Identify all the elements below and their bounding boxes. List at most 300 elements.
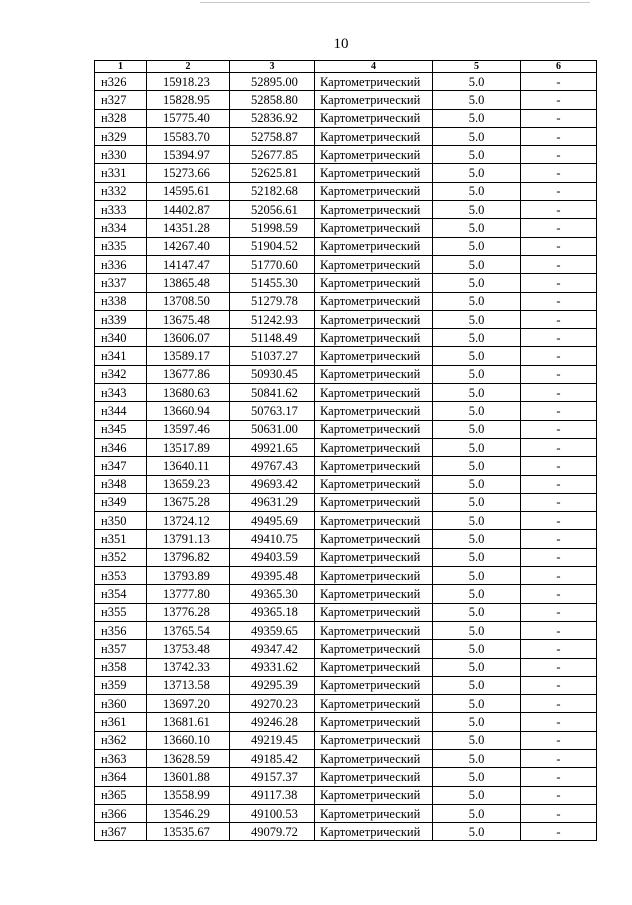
note-cell: -: [521, 475, 597, 493]
x-coordinate-cell: 13597.46: [147, 420, 230, 438]
y-coordinate-cell: 49219.45: [230, 731, 315, 749]
accuracy-cell: 5.0: [433, 676, 521, 694]
note-cell: -: [521, 676, 597, 694]
note-cell: -: [521, 347, 597, 365]
point-number-cell: н352: [95, 548, 147, 566]
table-row: [95, 567, 597, 585]
method-cell: Картометрический: [315, 402, 433, 420]
method-cell: Картометрический: [315, 164, 433, 182]
accuracy-cell: 5.0: [433, 548, 521, 566]
note-cell: -: [521, 91, 597, 109]
accuracy-cell: 5.0: [433, 731, 521, 749]
table-row: [95, 713, 597, 731]
accuracy-cell: 5.0: [433, 201, 521, 219]
table-row: [95, 109, 597, 127]
y-coordinate-cell: 49100.53: [230, 804, 315, 822]
note-cell: -: [521, 402, 597, 420]
note-cell: -: [521, 182, 597, 200]
x-coordinate-cell: 13628.59: [147, 749, 230, 767]
x-coordinate-cell: 13601.88: [147, 768, 230, 786]
table-row: [95, 438, 597, 456]
accuracy-cell: 5.0: [433, 164, 521, 182]
accuracy-cell: 5.0: [433, 402, 521, 420]
method-cell: Картометрический: [315, 640, 433, 658]
x-coordinate-cell: 13517.89: [147, 438, 230, 456]
x-coordinate-cell: 14267.40: [147, 237, 230, 255]
method-cell: Картометрический: [315, 786, 433, 804]
accuracy-cell: 5.0: [433, 768, 521, 786]
point-number-cell: н347: [95, 457, 147, 475]
table-row: [95, 621, 597, 639]
method-cell: Картометрический: [315, 420, 433, 438]
point-number-cell: н359: [95, 676, 147, 694]
note-cell: -: [521, 512, 597, 530]
x-coordinate-cell: 13659.23: [147, 475, 230, 493]
note-cell: -: [521, 457, 597, 475]
table-row: [95, 530, 597, 548]
point-number-cell: н355: [95, 603, 147, 621]
method-cell: Картометрический: [315, 438, 433, 456]
table-row: [95, 402, 597, 420]
table-row: [95, 695, 597, 713]
y-coordinate-cell: 49270.23: [230, 695, 315, 713]
point-number-cell: н356: [95, 621, 147, 639]
table-row: [95, 164, 597, 182]
table-row: [95, 493, 597, 511]
y-coordinate-cell: 51242.93: [230, 310, 315, 328]
note-cell: -: [521, 768, 597, 786]
point-number-cell: н332: [95, 182, 147, 200]
table-row: [95, 585, 597, 603]
x-coordinate-cell: 13713.58: [147, 676, 230, 694]
table-row: [95, 804, 597, 822]
y-coordinate-cell: 49921.65: [230, 438, 315, 456]
point-number-cell: н327: [95, 91, 147, 109]
accuracy-cell: 5.0: [433, 365, 521, 383]
method-cell: Картометрический: [315, 585, 433, 603]
table-row: [95, 512, 597, 530]
method-cell: Картометрический: [315, 292, 433, 310]
note-cell: -: [521, 146, 597, 164]
table-row: [95, 127, 597, 145]
method-cell: Картометрический: [315, 475, 433, 493]
method-cell: Картометрический: [315, 201, 433, 219]
point-number-cell: н354: [95, 585, 147, 603]
y-coordinate-cell: 49631.29: [230, 493, 315, 511]
accuracy-cell: 5.0: [433, 585, 521, 603]
accuracy-cell: 5.0: [433, 640, 521, 658]
accuracy-cell: 5.0: [433, 457, 521, 475]
method-cell: Картометрический: [315, 493, 433, 511]
column-header-4: 4: [315, 61, 433, 73]
accuracy-cell: 5.0: [433, 475, 521, 493]
x-coordinate-cell: 15775.40: [147, 109, 230, 127]
note-cell: -: [521, 329, 597, 347]
table-row: [95, 73, 597, 91]
y-coordinate-cell: 51148.49: [230, 329, 315, 347]
accuracy-cell: 5.0: [433, 182, 521, 200]
point-number-cell: н344: [95, 402, 147, 420]
x-coordinate-cell: 13742.33: [147, 658, 230, 676]
x-coordinate-cell: 13660.94: [147, 402, 230, 420]
note-cell: -: [521, 786, 597, 804]
coordinates-table: [94, 60, 597, 841]
y-coordinate-cell: 51904.52: [230, 237, 315, 255]
point-number-cell: н342: [95, 365, 147, 383]
x-coordinate-cell: 13681.61: [147, 713, 230, 731]
note-cell: -: [521, 804, 597, 822]
method-cell: Картометрический: [315, 329, 433, 347]
x-coordinate-cell: 13777.80: [147, 585, 230, 603]
y-coordinate-cell: 51279.78: [230, 292, 315, 310]
y-coordinate-cell: 51037.27: [230, 347, 315, 365]
point-number-cell: н333: [95, 201, 147, 219]
point-number-cell: н348: [95, 475, 147, 493]
method-cell: Картометрический: [315, 695, 433, 713]
scan-edge-line: [200, 2, 590, 3]
note-cell: -: [521, 438, 597, 456]
note-cell: -: [521, 109, 597, 127]
point-number-cell: н350: [95, 512, 147, 530]
point-number-cell: н336: [95, 255, 147, 273]
point-number-cell: н360: [95, 695, 147, 713]
method-cell: Картометрический: [315, 347, 433, 365]
x-coordinate-cell: 15583.70: [147, 127, 230, 145]
method-cell: Картометрический: [315, 603, 433, 621]
method-cell: Картометрический: [315, 768, 433, 786]
note-cell: -: [521, 310, 597, 328]
point-number-cell: н365: [95, 786, 147, 804]
table-row: [95, 420, 597, 438]
x-coordinate-cell: 13660.10: [147, 731, 230, 749]
method-cell: Картометрический: [315, 219, 433, 237]
method-cell: Картометрический: [315, 804, 433, 822]
method-cell: Картометрический: [315, 567, 433, 585]
accuracy-cell: 5.0: [433, 347, 521, 365]
accuracy-cell: 5.0: [433, 420, 521, 438]
y-coordinate-cell: 51770.60: [230, 255, 315, 273]
table-row: [95, 640, 597, 658]
method-cell: Картометрический: [315, 182, 433, 200]
table-row: [95, 786, 597, 804]
y-coordinate-cell: 49359.65: [230, 621, 315, 639]
point-number-cell: н330: [95, 146, 147, 164]
table-row: [95, 676, 597, 694]
x-coordinate-cell: 14147.47: [147, 255, 230, 273]
table-row: [95, 731, 597, 749]
page-number: 10: [333, 36, 349, 52]
y-coordinate-cell: 49079.72: [230, 823, 315, 841]
y-coordinate-cell: 52895.00: [230, 73, 315, 91]
note-cell: -: [521, 274, 597, 292]
accuracy-cell: 5.0: [433, 603, 521, 621]
y-coordinate-cell: 49117.38: [230, 786, 315, 804]
point-number-cell: н326: [95, 73, 147, 91]
accuracy-cell: 5.0: [433, 274, 521, 292]
table-row: [95, 91, 597, 109]
note-cell: -: [521, 365, 597, 383]
method-cell: Картометрический: [315, 237, 433, 255]
y-coordinate-cell: 50841.62: [230, 384, 315, 402]
note-cell: -: [521, 658, 597, 676]
accuracy-cell: 5.0: [433, 384, 521, 402]
accuracy-cell: 5.0: [433, 749, 521, 767]
note-cell: -: [521, 164, 597, 182]
table-row: [95, 219, 597, 237]
note-cell: -: [521, 237, 597, 255]
y-coordinate-cell: 51998.59: [230, 219, 315, 237]
y-coordinate-cell: 49403.59: [230, 548, 315, 566]
table-row: [95, 255, 597, 273]
accuracy-cell: 5.0: [433, 219, 521, 237]
y-coordinate-cell: 52056.61: [230, 201, 315, 219]
accuracy-cell: 5.0: [433, 329, 521, 347]
table-row: [95, 768, 597, 786]
point-number-cell: н361: [95, 713, 147, 731]
method-cell: Картометрический: [315, 621, 433, 639]
method-cell: Картометрический: [315, 457, 433, 475]
point-number-cell: н338: [95, 292, 147, 310]
x-coordinate-cell: 13606.07: [147, 329, 230, 347]
table-row: [95, 274, 597, 292]
note-cell: -: [521, 749, 597, 767]
y-coordinate-cell: 50763.17: [230, 402, 315, 420]
table-header-row: [95, 61, 597, 73]
note-cell: -: [521, 219, 597, 237]
x-coordinate-cell: 15273.66: [147, 164, 230, 182]
y-coordinate-cell: 50631.00: [230, 420, 315, 438]
note-cell: -: [521, 603, 597, 621]
accuracy-cell: 5.0: [433, 786, 521, 804]
table-row: [95, 310, 597, 328]
note-cell: -: [521, 201, 597, 219]
note-cell: -: [521, 384, 597, 402]
y-coordinate-cell: 52182.68: [230, 182, 315, 200]
table-row: [95, 347, 597, 365]
x-coordinate-cell: 13765.54: [147, 621, 230, 639]
x-coordinate-cell: 13865.48: [147, 274, 230, 292]
note-cell: -: [521, 621, 597, 639]
point-number-cell: н328: [95, 109, 147, 127]
table-row: [95, 182, 597, 200]
accuracy-cell: 5.0: [433, 695, 521, 713]
point-number-cell: н362: [95, 731, 147, 749]
note-cell: -: [521, 731, 597, 749]
x-coordinate-cell: 13558.99: [147, 786, 230, 804]
point-number-cell: н345: [95, 420, 147, 438]
method-cell: Картометрический: [315, 713, 433, 731]
point-number-cell: н331: [95, 164, 147, 182]
method-cell: Картометрический: [315, 91, 433, 109]
note-cell: -: [521, 823, 597, 841]
method-cell: Картометрический: [315, 274, 433, 292]
note-cell: -: [521, 567, 597, 585]
accuracy-cell: 5.0: [433, 91, 521, 109]
y-coordinate-cell: 52836.92: [230, 109, 315, 127]
x-coordinate-cell: 13791.13: [147, 530, 230, 548]
note-cell: -: [521, 640, 597, 658]
table-row: [95, 603, 597, 621]
method-cell: Картометрический: [315, 384, 433, 402]
point-number-cell: н334: [95, 219, 147, 237]
accuracy-cell: 5.0: [433, 109, 521, 127]
x-coordinate-cell: 13697.20: [147, 695, 230, 713]
x-coordinate-cell: 13535.67: [147, 823, 230, 841]
x-coordinate-cell: 13793.89: [147, 567, 230, 585]
point-number-cell: н335: [95, 237, 147, 255]
table-row: [95, 457, 597, 475]
x-coordinate-cell: 13675.48: [147, 310, 230, 328]
y-coordinate-cell: 49693.42: [230, 475, 315, 493]
note-cell: -: [521, 585, 597, 603]
table-row: [95, 384, 597, 402]
x-coordinate-cell: 13724.12: [147, 512, 230, 530]
table-row: [95, 823, 597, 841]
accuracy-cell: 5.0: [433, 73, 521, 91]
note-cell: -: [521, 713, 597, 731]
x-coordinate-cell: 13546.29: [147, 804, 230, 822]
x-coordinate-cell: 13753.48: [147, 640, 230, 658]
method-cell: Картометрический: [315, 823, 433, 841]
point-number-cell: н367: [95, 823, 147, 841]
point-number-cell: н353: [95, 567, 147, 585]
accuracy-cell: 5.0: [433, 146, 521, 164]
method-cell: Картометрический: [315, 676, 433, 694]
y-coordinate-cell: 49365.30: [230, 585, 315, 603]
x-coordinate-cell: 13589.17: [147, 347, 230, 365]
x-coordinate-cell: 15394.97: [147, 146, 230, 164]
table-row: [95, 201, 597, 219]
column-header-6: 6: [521, 61, 597, 73]
method-cell: Картометрический: [315, 365, 433, 383]
accuracy-cell: 5.0: [433, 658, 521, 676]
point-number-cell: н357: [95, 640, 147, 658]
method-cell: Картометрический: [315, 530, 433, 548]
table-row: [95, 146, 597, 164]
method-cell: Картометрический: [315, 512, 433, 530]
point-number-cell: н366: [95, 804, 147, 822]
method-cell: Картометрический: [315, 109, 433, 127]
accuracy-cell: 5.0: [433, 438, 521, 456]
y-coordinate-cell: 49410.75: [230, 530, 315, 548]
note-cell: -: [521, 493, 597, 511]
note-cell: -: [521, 127, 597, 145]
accuracy-cell: 5.0: [433, 823, 521, 841]
x-coordinate-cell: 14351.28: [147, 219, 230, 237]
method-cell: Картометрический: [315, 146, 433, 164]
note-cell: -: [521, 548, 597, 566]
y-coordinate-cell: 49331.62: [230, 658, 315, 676]
column-header-2: 2: [147, 61, 230, 73]
x-coordinate-cell: 13675.28: [147, 493, 230, 511]
table-body: [95, 73, 597, 841]
table-row: [95, 548, 597, 566]
y-coordinate-cell: 52625.81: [230, 164, 315, 182]
accuracy-cell: 5.0: [433, 127, 521, 145]
point-number-cell: н358: [95, 658, 147, 676]
method-cell: Картометрический: [315, 255, 433, 273]
x-coordinate-cell: 15918.23: [147, 73, 230, 91]
y-coordinate-cell: 52758.87: [230, 127, 315, 145]
point-number-cell: н364: [95, 768, 147, 786]
y-coordinate-cell: 49495.69: [230, 512, 315, 530]
y-coordinate-cell: 51455.30: [230, 274, 315, 292]
point-number-cell: н329: [95, 127, 147, 145]
accuracy-cell: 5.0: [433, 237, 521, 255]
point-number-cell: н349: [95, 493, 147, 511]
y-coordinate-cell: 49395.48: [230, 567, 315, 585]
accuracy-cell: 5.0: [433, 310, 521, 328]
x-coordinate-cell: 13640.11: [147, 457, 230, 475]
method-cell: Картометрический: [315, 310, 433, 328]
x-coordinate-cell: 14595.61: [147, 182, 230, 200]
point-number-cell: н363: [95, 749, 147, 767]
note-cell: -: [521, 73, 597, 91]
accuracy-cell: 5.0: [433, 804, 521, 822]
note-cell: -: [521, 255, 597, 273]
x-coordinate-cell: 13776.28: [147, 603, 230, 621]
table-row: [95, 329, 597, 347]
y-coordinate-cell: 49185.42: [230, 749, 315, 767]
y-coordinate-cell: 52858.80: [230, 91, 315, 109]
accuracy-cell: 5.0: [433, 713, 521, 731]
x-coordinate-cell: 13677.86: [147, 365, 230, 383]
method-cell: Картометрический: [315, 749, 433, 767]
accuracy-cell: 5.0: [433, 292, 521, 310]
accuracy-cell: 5.0: [433, 512, 521, 530]
point-number-cell: н351: [95, 530, 147, 548]
note-cell: -: [521, 695, 597, 713]
x-coordinate-cell: 13796.82: [147, 548, 230, 566]
point-number-cell: н343: [95, 384, 147, 402]
note-cell: -: [521, 530, 597, 548]
method-cell: Картометрический: [315, 127, 433, 145]
y-coordinate-cell: 49365.18: [230, 603, 315, 621]
table-row: [95, 749, 597, 767]
x-coordinate-cell: 15828.95: [147, 91, 230, 109]
table-row: [95, 237, 597, 255]
y-coordinate-cell: 49295.39: [230, 676, 315, 694]
y-coordinate-cell: 49246.28: [230, 713, 315, 731]
point-number-cell: н339: [95, 310, 147, 328]
note-cell: -: [521, 420, 597, 438]
x-coordinate-cell: 13680.63: [147, 384, 230, 402]
accuracy-cell: 5.0: [433, 567, 521, 585]
y-coordinate-cell: 49767.43: [230, 457, 315, 475]
method-cell: Картометрический: [315, 658, 433, 676]
y-coordinate-cell: 52677.85: [230, 146, 315, 164]
point-number-cell: н346: [95, 438, 147, 456]
method-cell: Картометрический: [315, 73, 433, 91]
table-row: [95, 475, 597, 493]
y-coordinate-cell: 49347.42: [230, 640, 315, 658]
accuracy-cell: 5.0: [433, 255, 521, 273]
y-coordinate-cell: 49157.37: [230, 768, 315, 786]
method-cell: Картометрический: [315, 548, 433, 566]
x-coordinate-cell: 13708.50: [147, 292, 230, 310]
table-row: [95, 365, 597, 383]
point-number-cell: н341: [95, 347, 147, 365]
column-header-5: 5: [433, 61, 521, 73]
point-number-cell: н340: [95, 329, 147, 347]
column-header-3: 3: [230, 61, 315, 73]
note-cell: -: [521, 292, 597, 310]
column-header-1: 1: [95, 61, 147, 73]
accuracy-cell: 5.0: [433, 530, 521, 548]
table-row: [95, 292, 597, 310]
method-cell: Картометрический: [315, 731, 433, 749]
y-coordinate-cell: 50930.45: [230, 365, 315, 383]
